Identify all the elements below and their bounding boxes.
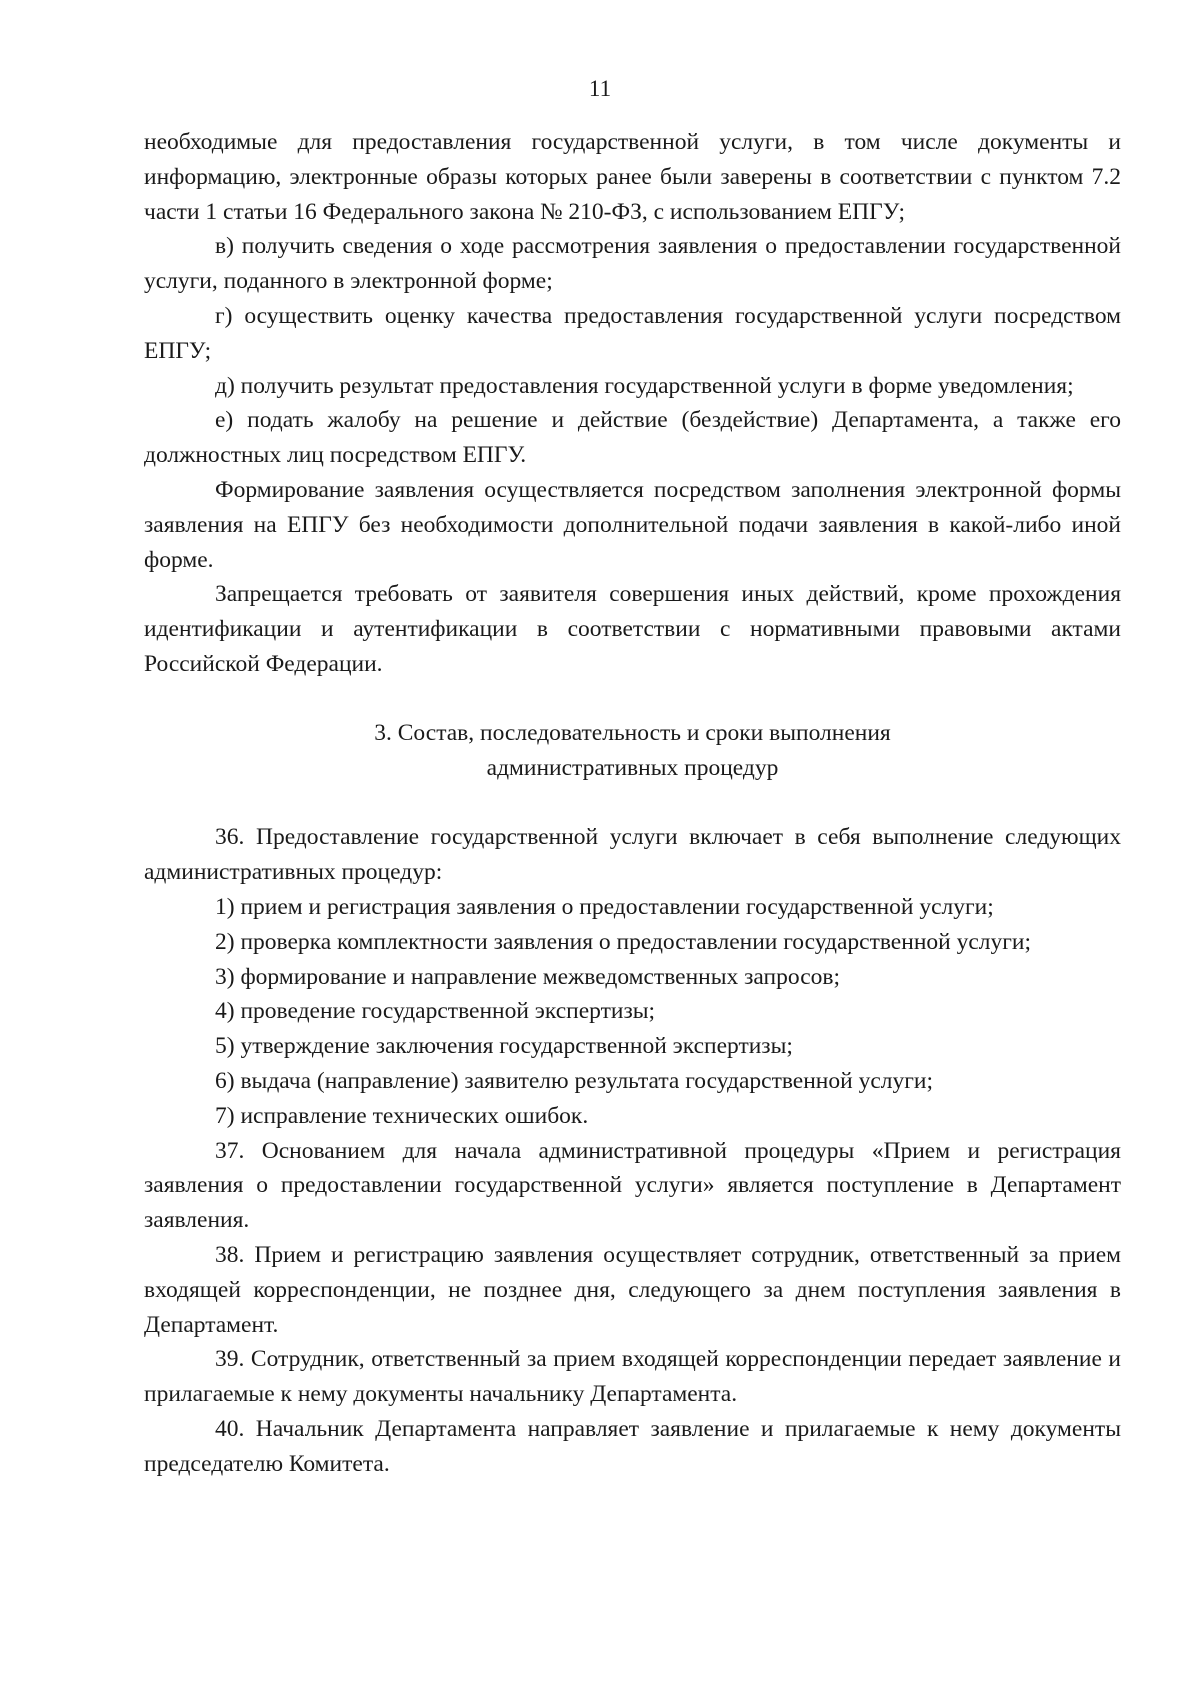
list-item: 4) проведение государственной экспертизы; bbox=[215, 998, 656, 1025]
paragraph: 38. Прием и регистрацию заявления осуществляет сотрудник, ответственный за прием входящей корреспонденции, не позднее дня, следующего за днем поступления заявления в Департамент. bbox=[144, 1241, 1121, 1338]
paragraph: 40. Начальник Департамента направляет заявление и прилагаемые к нему документы председателю Комитета. bbox=[144, 1415, 1121, 1477]
paragraph: 39. Сотрудник, ответственный за прием входящей корреспонденции передает заявление и прилагаемые к нему документы начальнику Департамента. bbox=[144, 1346, 1121, 1408]
list-item: 5) утверждение заключения государственной экспертизы; bbox=[215, 1033, 793, 1060]
list-item: 7) исправление технических ошибок. bbox=[215, 1102, 589, 1129]
section-heading-line: 3. Состав, последовательность и сроки выполнения bbox=[374, 719, 891, 746]
list-item: 2) проверка комплектности заявления о предоставлении государственной услуги; bbox=[215, 928, 1031, 955]
paragraph: Запрещается требовать от заявителя совершения иных действий, кроме прохождения идентификации и аутентификации в соответствии с нормативными правовыми актами Российской Федерации. bbox=[144, 581, 1121, 677]
list-item: г) осуществить оценку качества предоставления государственной услуги посредством ЕПГУ; bbox=[144, 302, 1121, 364]
paragraph: 37. Основанием для начала административной процедуры «Прием и регистрация заявления о предоставлении государственной услуги» является поступление в Департамент заявления. bbox=[144, 1137, 1121, 1234]
paragraph: Формирование заявления осуществляется посредством заполнения электронной формы заявления на ЕПГУ без необходимости дополнительной подачи заявления в какой-либо иной форме. bbox=[144, 476, 1121, 573]
paragraph: 36. Предоставление государственной услуги включает в себя выполнение следующих административных процедур: bbox=[144, 824, 1121, 886]
list-item: в) получить сведения о ходе рассмотрения заявления о предоставлении государственной услуги, поданного в электронной форме; bbox=[144, 233, 1121, 295]
list-item: 3) формирование и направление межведомственных запросов; bbox=[215, 963, 841, 990]
paragraph: необходимые для предоставления государственной услуги, в том числе документы и информацию, электронные образы которых ранее были заверены в соответствии с пунктом 7.2 части 1 статьи 16 Федерального закона № 210-ФЗ, с использованием ЕПГУ; bbox=[144, 129, 1121, 225]
list-item: 1) прием и регистрация заявления о предоставлении государственной услуги; bbox=[215, 893, 994, 920]
page-number: 11 bbox=[588, 76, 612, 101]
list-item: д) получить результат предоставления государственной услуги в форме уведомления; bbox=[215, 372, 1074, 399]
list-item: е) подать жалобу на решение и действие (бездействие) Департамента, а также его должностных лиц посредством ЕПГУ. bbox=[144, 407, 1121, 469]
section-heading-line: административных процедур bbox=[486, 754, 779, 781]
list-item: 6) выдача (направление) заявителю результата государственной услуги; bbox=[215, 1067, 933, 1094]
document-body bbox=[144, 125, 1121, 1481]
section-heading bbox=[144, 716, 1121, 786]
